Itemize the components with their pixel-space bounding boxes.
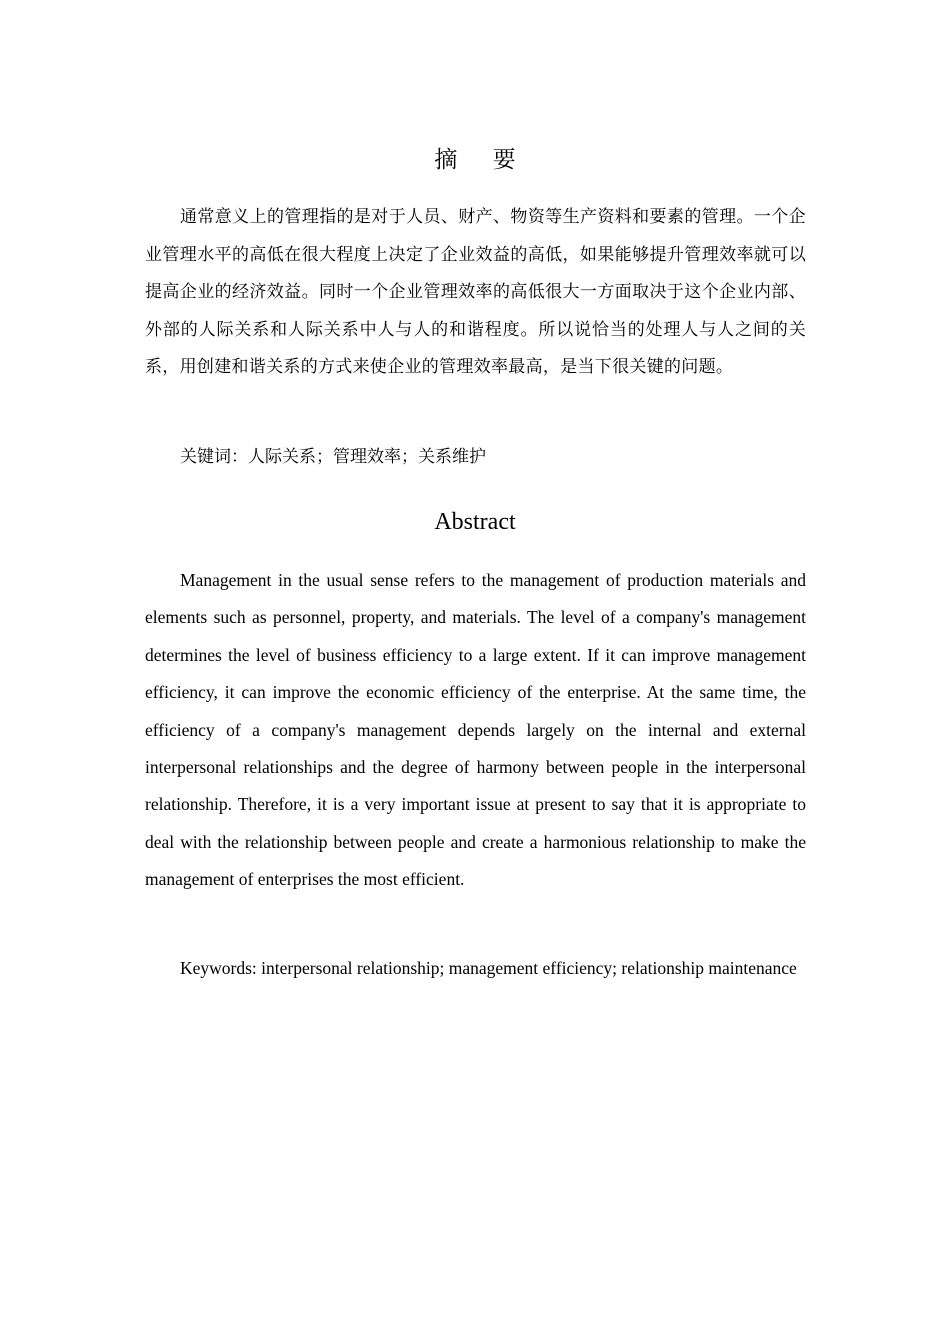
english-abstract-body: Management in the usual sense refers to the management of production materials and elements such as personnel, property, and materials. The level of a company's management determines the level of business efficiency to a large extent. If it can improve management efficiency, it can improve the economic efficiency of the enterprise. At the same time, the efficiency of a company's management depends largely on the internal and external interpersonal relationships and the degree of harmony between people in the interpersonal relationship. Therefore, it is a very important issue at present to say that it is appropriate to deal with the relationship between people and create a harmonious relationship to make the management of enterprises the most efficient. [145, 570, 806, 890]
english-keywords: Keywords: interpersonal relationship; management efficiency; relationship maintenance [180, 958, 797, 978]
chinese-keywords: 关键词：人际关系；管理效率；关系维护 [180, 447, 486, 467]
english-abstract-title: Abstract [434, 509, 516, 535]
chinese-abstract-body: 通常意义上的管理指的是对于人员、财产、物资等生产资料和要素的管理。一个企业管理水平的高低在很大程度上决定了企业效益的高低，如果能够提升管理效率就可以提高企业的经济效益。同时一个企业管理效率的高低很大一方面取决于这个企业内部、外部的人际关系和人际关系中人与人的和谐程度。所以说恰当的处理人与人之间的关系，用创建和谐关系的方式来使企业的管理效率最高，是当下很关键的问题。 [145, 207, 806, 377]
chinese-abstract-title: 摘 要 [434, 147, 530, 173]
